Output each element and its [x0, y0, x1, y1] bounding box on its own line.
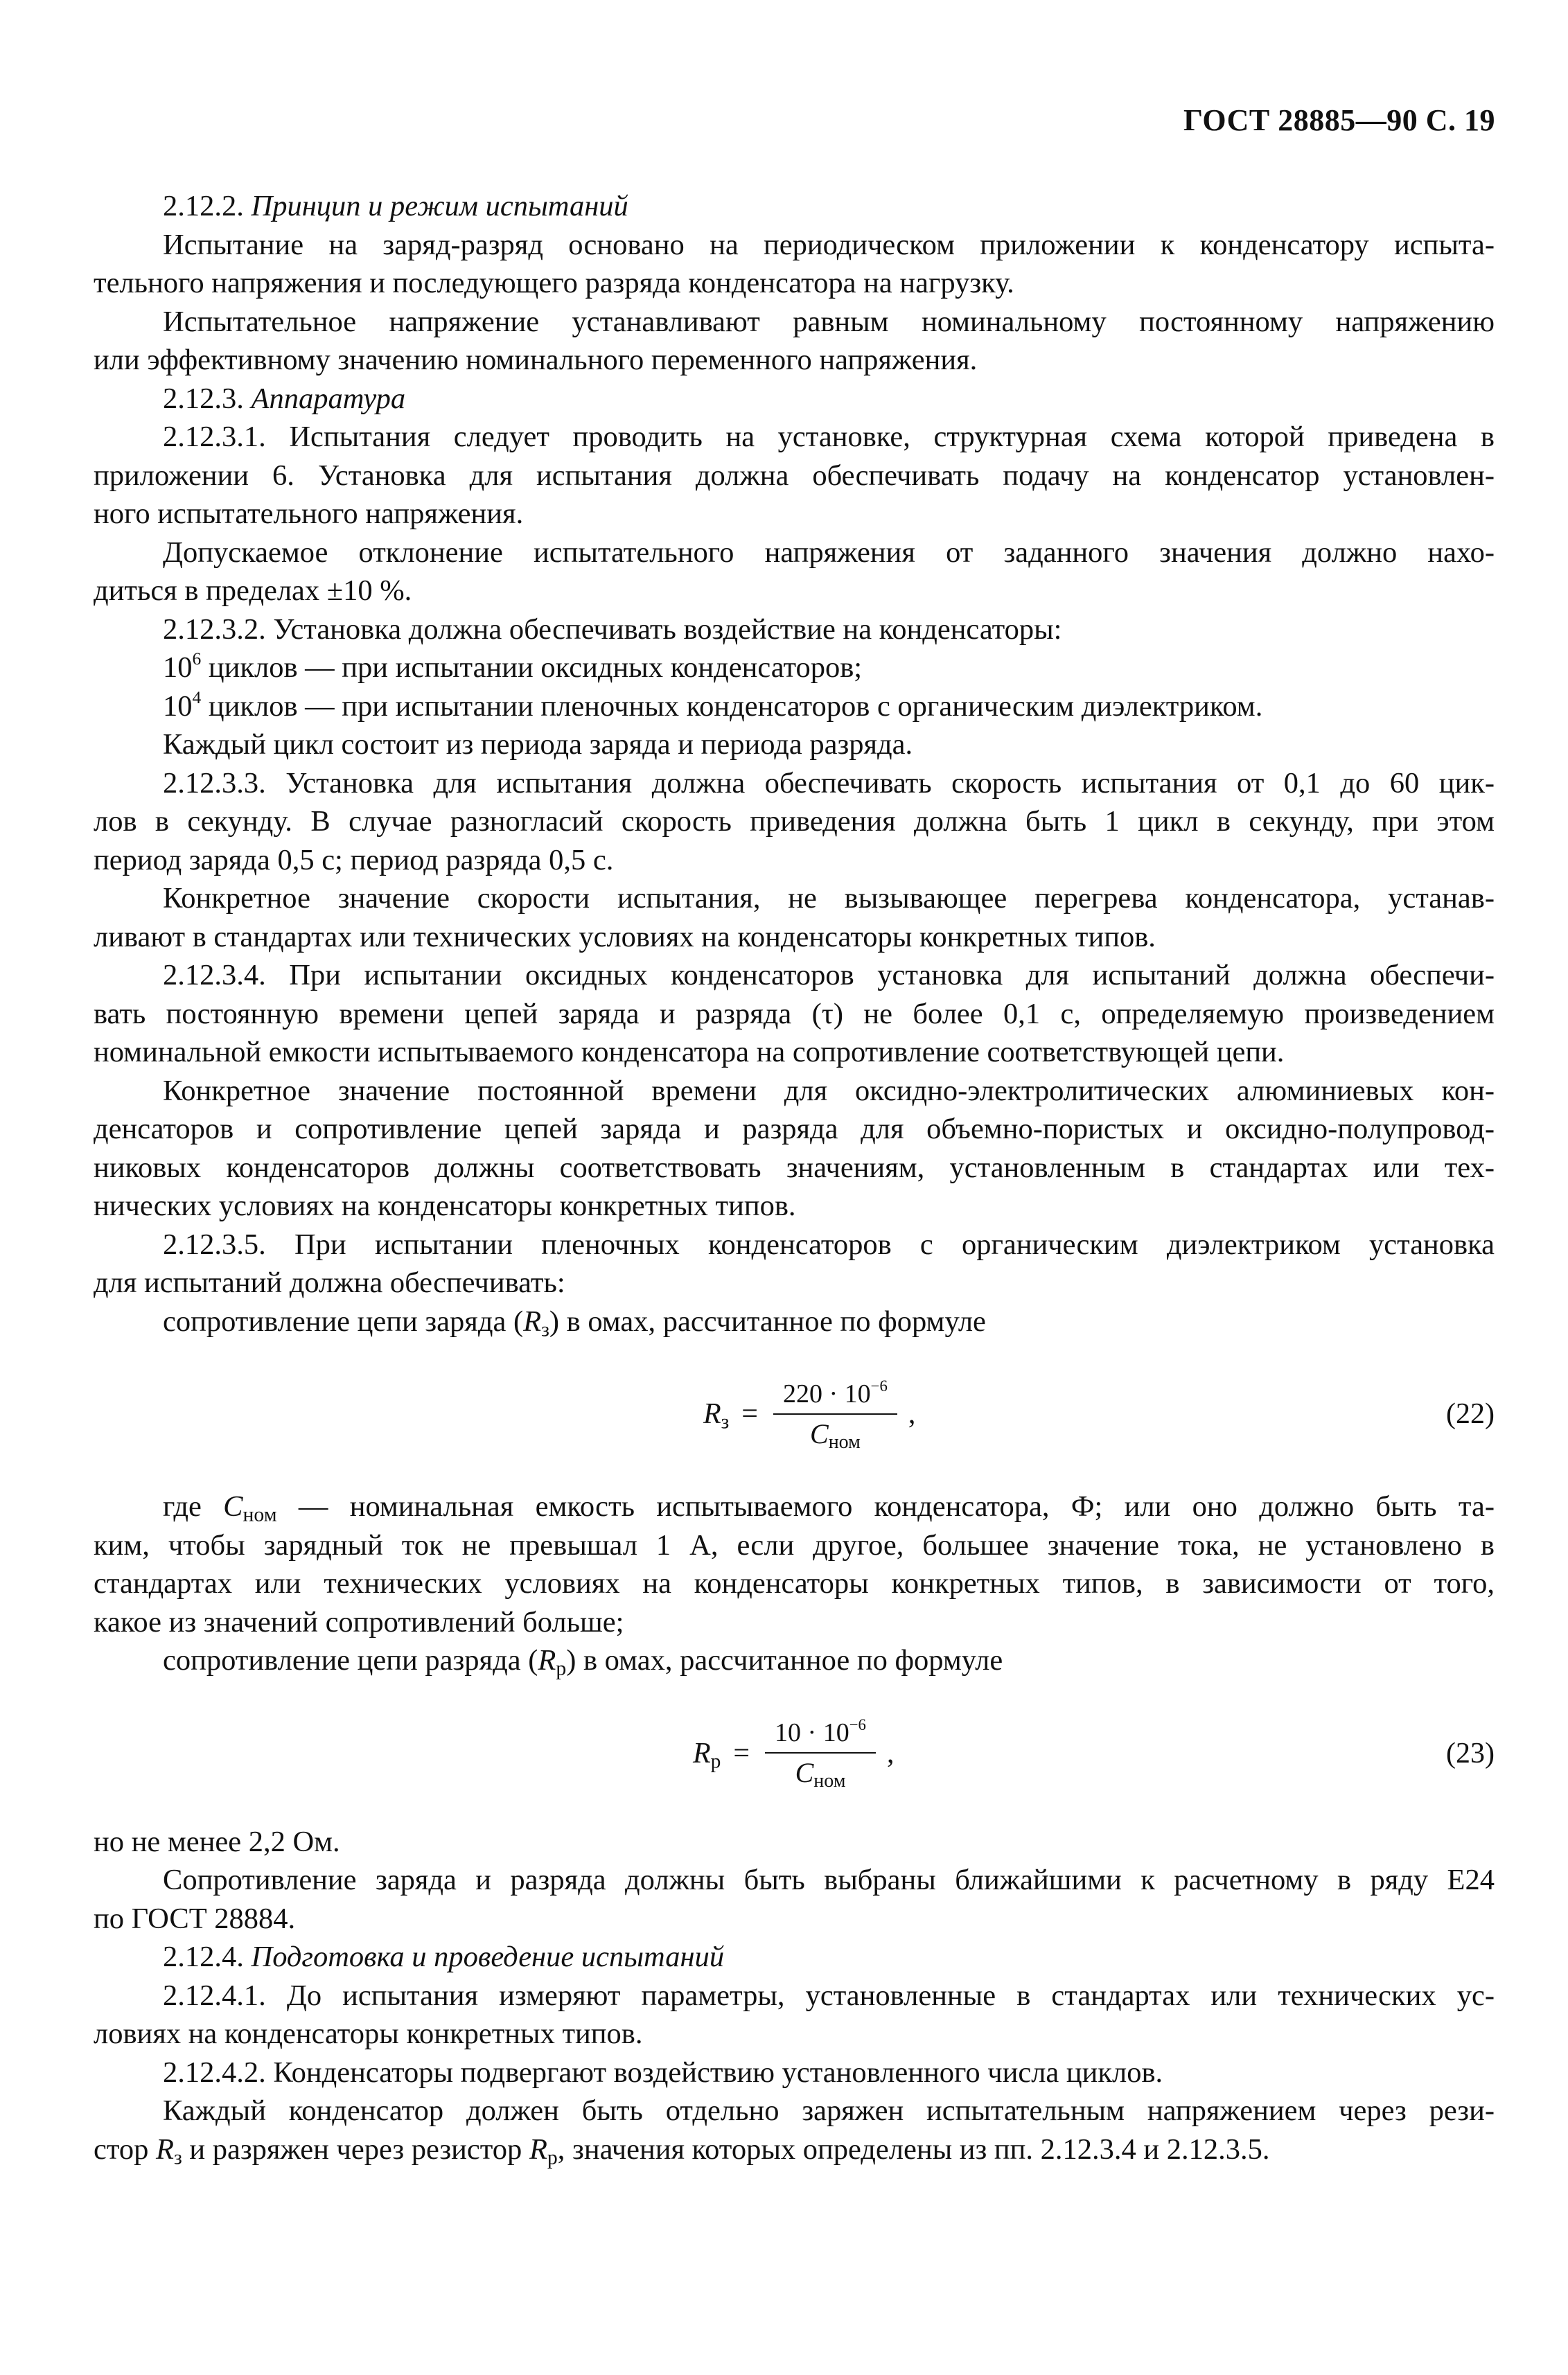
equals-sign: =: [741, 1398, 758, 1430]
math-subscript: з: [541, 1317, 549, 1341]
power-exponent: 6: [192, 648, 202, 669]
fraction: [773, 1377, 897, 1453]
math-subscript: ном: [813, 1770, 846, 1792]
paragraph: [94, 1303, 1495, 1341]
text-line: ким, чтобы зарядный ток не превышал 1 А, если другое, большее значение тока, не установлено в: [94, 1528, 1495, 1562]
power-base: 10: [163, 689, 193, 723]
denominator: [810, 1415, 861, 1453]
math-variable: R: [538, 1644, 556, 1677]
numerator: [773, 1379, 897, 1413]
section-heading-2-12-4: [94, 1938, 1495, 1977]
text-run: , значения которых определены из пп. 2.12.3.4 и 2.12.3.5.: [557, 2133, 1270, 2166]
section-number: 2.12.2.: [163, 190, 244, 222]
text-line: 2.12.4.2. Конденсаторы подвергают воздействию установленного числа циклов.: [163, 2056, 1163, 2089]
paragraph: [94, 303, 1495, 380]
text-run: сопротивление цепи заряда (: [163, 1305, 524, 1338]
paragraph: [94, 1072, 1495, 1226]
paragraph: [94, 1641, 1495, 1680]
text-line: Каждый конденсатор должен быть отдельно заряжен испытательным напряжением через рези-: [163, 2094, 1495, 2127]
paragraph: [94, 1487, 1495, 1641]
paragraph: [94, 764, 1495, 880]
paragraph: [94, 1977, 1495, 2054]
math-variable: C: [795, 1757, 814, 1788]
paragraph: [94, 610, 1495, 649]
text-line: нических условиях на конденсаторы конкретных типов.: [94, 1190, 796, 1222]
text-line: 2.12.3.1. Испытания следует проводить на установке, структурная схема которой приведена в: [163, 421, 1495, 453]
section-number: 2.12.3.: [163, 382, 244, 415]
page-content: [94, 187, 1495, 2169]
math-subscript: ном: [243, 1503, 277, 1526]
formula-body: [703, 1359, 915, 1469]
text-run: где: [163, 1490, 224, 1523]
text-line: Конкретное значение постоянной времени для оксидно-электролитических алюминиевых кон-: [163, 1074, 1495, 1107]
paragraph: [94, 1823, 1495, 1862]
power-exponent: 4: [192, 687, 202, 707]
text-line: циклов — при испытании оксидных конденсаторов;: [201, 651, 863, 684]
numerator-text: 220 · 10: [782, 1379, 871, 1409]
section-heading-2-12-2: [94, 187, 1495, 226]
math-subscript: р: [547, 2145, 558, 2169]
text-line: 2.12.3.5. При испытании пленочных конденсаторов с органическим диэлектриком установка: [163, 1228, 1495, 1261]
text-line: или эффективному значению номинального переменного напряжения.: [94, 344, 978, 376]
section-title: Подготовка и проведение испытаний: [251, 1941, 725, 1973]
paragraph: [94, 418, 1495, 533]
paragraph: [94, 725, 1495, 764]
numerator-text: 10 · 10: [775, 1718, 849, 1747]
paragraph: [94, 956, 1495, 1072]
text-line: [94, 1487, 1495, 1526]
paragraph: [94, 1861, 1495, 1938]
formula-comma: ,: [886, 1737, 895, 1769]
paragraph: [94, 533, 1495, 610]
text-line: для испытаний должна обеспечивать:: [94, 1266, 565, 1299]
text-line: какое из значений сопротивлений больше;: [94, 1605, 624, 1639]
text-line: 2.12.4.1. До испытания измеряют параметры, установленные в стандартах или технических ус-: [163, 1979, 1495, 2012]
text-run: стор: [94, 2133, 157, 2166]
text-line: вать постоянную времени цепей заряда и разряда (τ) не более 0,1 с, определяемую произведением: [94, 997, 1495, 1030]
paragraph: [94, 2054, 1495, 2092]
math-subscript: р: [556, 1657, 567, 1680]
paragraph: [94, 879, 1495, 956]
text-run: ) в омах, рассчитанное по формуле: [566, 1644, 1003, 1677]
text-run: сопротивление цепи разряда (: [163, 1644, 538, 1677]
text-line: но не менее 2,2 Ом.: [94, 1825, 340, 1858]
text-line: Допускаемое отклонение испытательного напряжения от заданного значения должно нахо-: [163, 536, 1495, 569]
section-number: 2.12.4.: [163, 1941, 244, 1973]
text-line: лов в секунду. В случае разногласий скорость приведения должна быть 1 цикл в секунду, при этом: [94, 805, 1495, 838]
text-line: Сопротивление заряда и разряда должны быть выбраны ближайшими к расчетному в ряду Е24: [163, 1864, 1495, 1896]
text-run: и разряжен через резистор: [182, 2133, 529, 2166]
math-subscript: р: [710, 1749, 721, 1772]
text-run: ) в омах, рассчитанное по формуле: [549, 1305, 986, 1338]
text-line: Конкретное значение скорости испытания, не вызывающее перегрева конденсатора, устанав-: [163, 882, 1495, 915]
text-line: никовых конденсаторов должны соответствовать значениям, установленным в стандартах или тех-: [94, 1151, 1495, 1184]
text-line: ного испытательного напряжения.: [94, 497, 524, 530]
text-line: Испытательное напряжение устанавливают равным номинальному постоянному напряжению: [163, 305, 1495, 338]
text-line: диться в пределах ±10 %.: [94, 574, 412, 607]
formula-number: (22): [1446, 1398, 1495, 1430]
math-variable: R: [703, 1398, 721, 1430]
text-line: номинальной емкости испытываемого конденсатора на сопротивление соответствующей цепи.: [94, 1036, 1285, 1068]
math-subscript: ном: [828, 1431, 861, 1453]
numerator-exponent: −6: [849, 1716, 866, 1734]
text-line: период заряда 0,5 с; период разряда 0,5 с.: [94, 843, 614, 876]
text-line: [94, 2130, 1495, 2169]
text-line: 2.12.3.2. Установка должна обеспечивать воздействие на конденсаторы:: [163, 612, 1062, 646]
page-header: ГОСТ 28885—90 С. 19: [1183, 103, 1495, 137]
math-variable: R: [156, 2133, 174, 2166]
text-line: стандартах или технических условиях на конденсаторы конкретных типов, в зависимости от того,: [94, 1567, 1495, 1600]
denominator: [795, 1754, 846, 1792]
numerator: [765, 1718, 876, 1752]
text-line: ловиях на конденсаторы конкретных типов.: [94, 2018, 643, 2050]
math-subscript: з: [173, 2145, 182, 2169]
paragraph: [94, 226, 1495, 303]
text-line: ливают в стандартах или технических условиях на конденсаторы конкретных типов.: [94, 920, 1156, 953]
formula-lhs: [703, 1397, 729, 1431]
fraction: [765, 1716, 876, 1792]
text-run: — номинальная емкость испытываемого конденсатора, Ф; или оно должно быть та-: [276, 1490, 1495, 1523]
math-variable: R: [523, 1305, 542, 1338]
power-base: 10: [163, 651, 193, 684]
math-variable: R: [529, 2133, 547, 2166]
text-line: Каждый цикл состоит из периода заряда и периода разряда.: [163, 728, 913, 761]
text-line: тельного напряжения и последующего разряда конденсатора на нагрузку.: [94, 267, 1014, 299]
paragraph: [94, 687, 1495, 726]
text-line: 2.12.3.4. При испытании оксидных конденсаторов установка для испытаний должна обеспечи-: [163, 959, 1495, 991]
text-line: по ГОСТ 28884.: [94, 1902, 296, 1935]
formula-lhs: [693, 1737, 721, 1770]
equals-sign: =: [733, 1737, 750, 1769]
paragraph: [94, 1226, 1495, 1303]
math-subscript: з: [721, 1411, 730, 1433]
paragraph: [94, 2092, 1495, 2169]
section-title: Принцип и режим испытаний: [251, 190, 628, 222]
section-title: Аппаратура: [251, 382, 406, 415]
numerator-exponent: −6: [870, 1377, 888, 1395]
formula-number: (23): [1446, 1737, 1495, 1769]
paragraph: [94, 648, 1495, 687]
formula-23: [94, 1698, 1495, 1809]
section-heading-2-12-3: [94, 380, 1495, 418]
text-line: циклов — при испытании пленочных конденсаторов с органическим диэлектриком.: [201, 689, 1263, 723]
text-line: Испытание на заряд-разряд основано на периодическом приложении к конденсатору испыта-: [163, 228, 1495, 261]
math-variable: C: [223, 1490, 243, 1523]
formula-body: [693, 1698, 894, 1809]
formula-22: [94, 1359, 1495, 1469]
math-variable: R: [693, 1737, 711, 1769]
formula-comma: ,: [908, 1398, 916, 1430]
text-line: приложении 6. Установка для испытания должна обеспечивать подачу на конденсатор установлен-: [94, 459, 1495, 492]
text-line: денсаторов и сопротивление цепей заряда и разряда для объемно-пористых и оксидно-полупровод-: [94, 1113, 1495, 1145]
math-variable: C: [810, 1418, 829, 1449]
text-line: 2.12.3.3. Установка для испытания должна обеспечивать скорость испытания от 0,1 до 60 цик-: [163, 766, 1495, 800]
